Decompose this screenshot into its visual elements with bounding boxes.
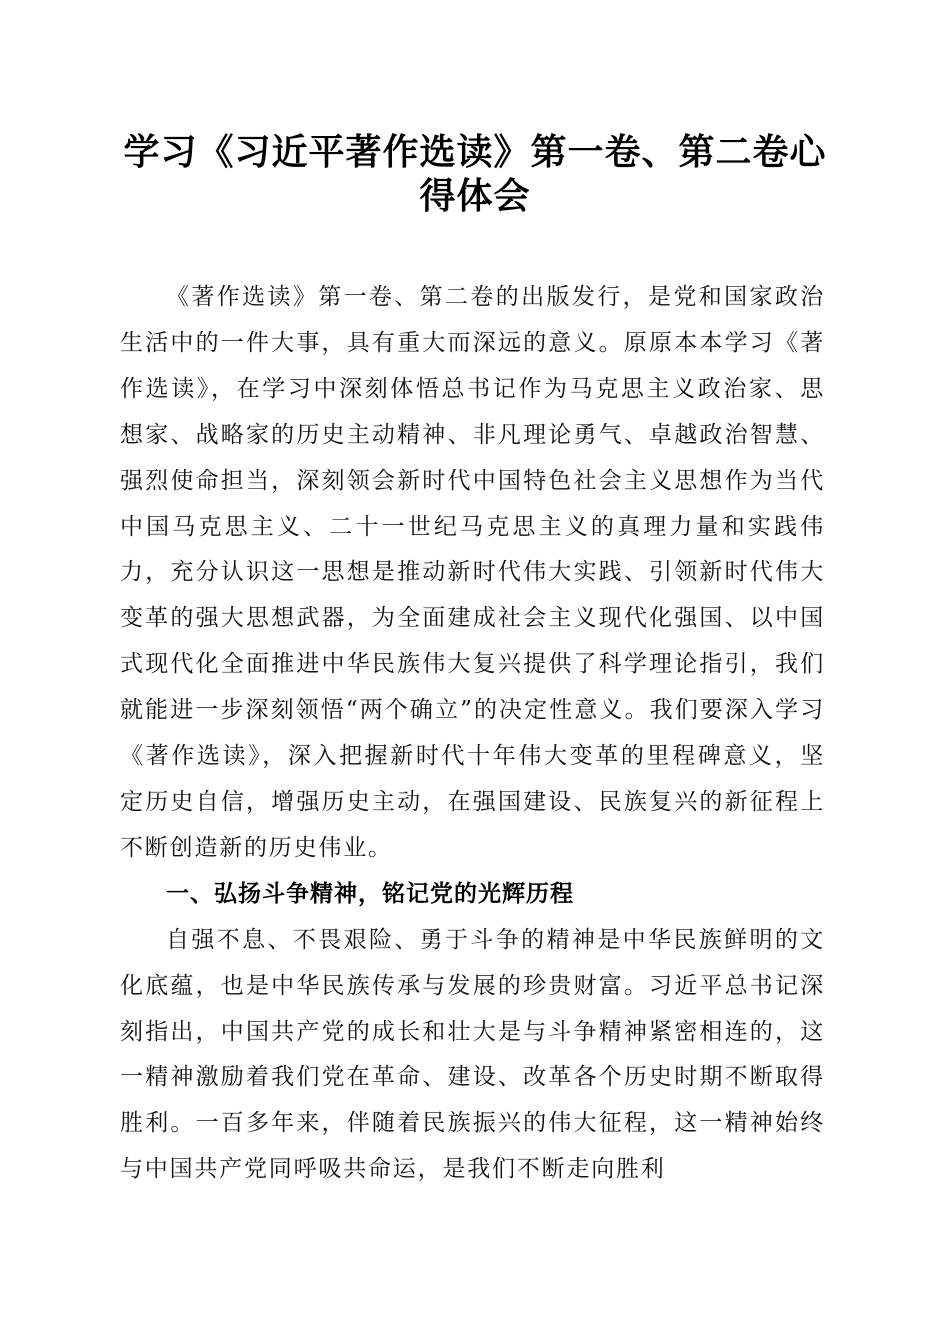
document-body: [120, 275, 825, 1193]
intro-paragraph: 《著作选读》第一卷、第二卷的出版发行，是党和国家政治生活中的一件大事，具有重大而深远的意义。原原本本学习《著作选读》，在学习中深刻体悟总书记作为马克思主义政治家、思想家、战略家的历史主动精神、非凡理论勇气、卓越政治智慧、强烈使命担当，深刻领会新时代中国特色社会主义思想作为当代中国马克思主义、二十一世纪马克思主义的真理力量和实践伟力，充分认识这一思想是推动新时代伟大实践、引领新时代伟大变革的强大思想武器，为全面建成社会主义现代化强国、以中国式现代化全面推进中华民族伟大复兴提供了科学理论指引，我们就能进一步深刻领悟“两个确立”的决定性意义。我们要深入学习《著作选读》，深入把握新时代十年伟大变革的里程碑意义，坚定历史自信，增强历史主动，在强国建设、民族复兴的新征程上不断创造新的历史伟业。: [120, 284, 825, 861]
section-1-heading: 一、弘扬斗争精神，铭记党的光辉历程: [166, 880, 574, 907]
document-title: 学习《习近平著作选读》第一卷、第二卷心得体会: [123, 131, 827, 217]
section-1-paragraph: 自强不息、不畏艰险、勇于斗争的精神是中华民族鲜明的文化底蕴，也是中华民族传承与发展的珍贵财富。习近平总书记深刻指出，中国共产党的成长和壮大是与斗争精神紧密相连的，这一精神激励着我们党在革命、建设、改革各个历史时期不断取得胜利。一百多年来，伴随着民族振兴的伟大征程，这一精神始终与中国共产党同呼吸共命运，是我们不断走向胜利: [120, 926, 825, 1183]
